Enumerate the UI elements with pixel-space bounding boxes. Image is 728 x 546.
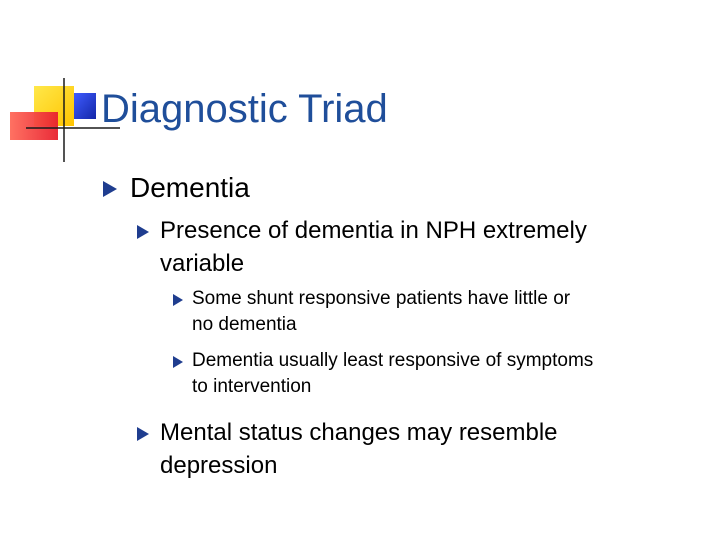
deco-blue-square [74, 93, 96, 119]
bullet-text-line: to intervention [192, 376, 312, 397]
bullet-text-line: Dementia [130, 172, 250, 203]
bullet-triangle-icon [173, 294, 183, 306]
bullet-text-line: no dementia [192, 314, 297, 335]
bullet-text-line: depression [160, 452, 278, 479]
bullet-text-line: Dementia usually least responsive of symptoms [192, 350, 594, 371]
bullet-triangle-icon [173, 356, 183, 368]
bullet-text-line: Mental status changes may resemble [160, 419, 558, 446]
bullet-item-level-1 [130, 171, 250, 205]
bullet-item-level-3 [192, 348, 593, 400]
bullet-triangle-icon [137, 225, 149, 239]
slide-title: Diagnostic Triad [101, 87, 388, 131]
bullet-text-line: Presence of dementia in NPH extremely [160, 217, 587, 244]
bullet-item-level-2 [160, 214, 587, 280]
bullet-triangle-icon [103, 181, 117, 197]
deco-red-square [10, 112, 58, 140]
bullet-triangle-icon [137, 427, 149, 441]
bullet-item-level-3 [192, 286, 570, 338]
bullet-item-level-2 [160, 416, 558, 482]
bullet-text-line: variable [160, 250, 245, 277]
bullet-text-line: Some shunt responsive patients have little or [192, 288, 571, 309]
